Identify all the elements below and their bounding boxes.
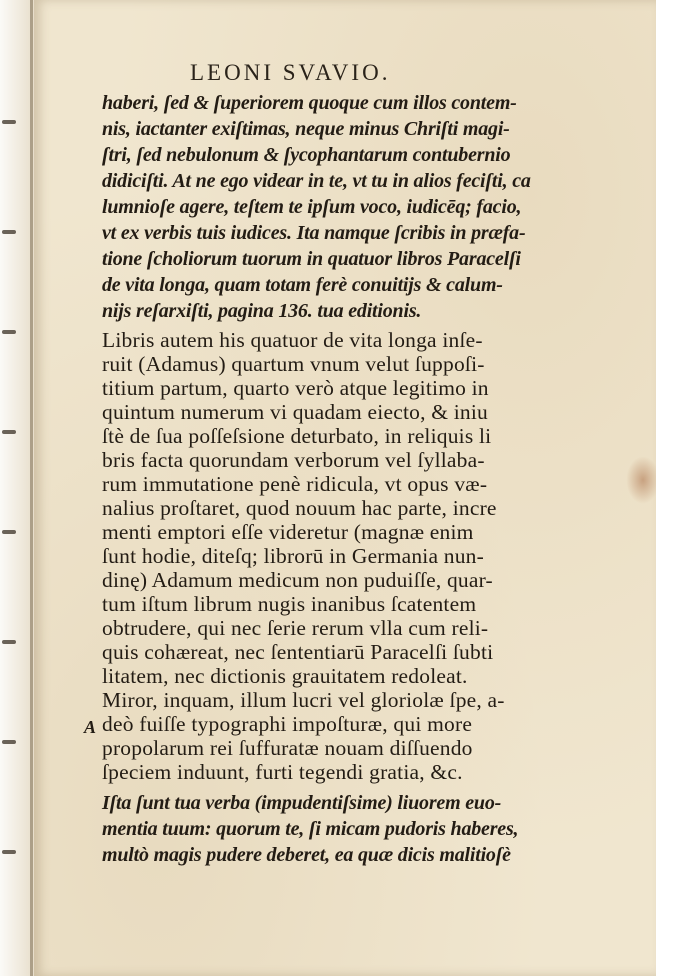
- text-line: menti emptori eſſe videretur (magnæ enim: [102, 520, 474, 544]
- text-line: bris facta quorundam verborum vel ſyllaba-: [102, 448, 485, 472]
- paper-stain: [626, 456, 660, 504]
- text-line: dinę) Adamum medicum non puduiſſe, quar-: [102, 568, 493, 592]
- text-line: tum iſtum librum nugis inanibus ſcatentem: [102, 592, 477, 616]
- text-line: ruit (Adamus) quartum vnum velut ſuppoſi-: [102, 352, 485, 376]
- text-line: propolarum rei ſuffuratæ nouam diſſuendo: [102, 736, 473, 760]
- text-line: vt ex verbis tuis iudices. Ita namque ſcribis in præfa-: [102, 222, 526, 244]
- binding-mark: [2, 330, 16, 334]
- text-line: nalius proſtaret, quod nouum hac parte, incre: [102, 496, 497, 520]
- text-line: litatem, nec dictionis grauitatem redoleat.: [102, 664, 468, 688]
- text-line: rum immutatione penè ridicula, vt opus væ-: [102, 472, 488, 496]
- text-line: ſtè de ſua poſſeſsione deturbato, in reliquis li: [102, 424, 492, 448]
- text-line: quis cohæreat, nec ſententiarū Paracelſi ſubti: [102, 640, 494, 664]
- page-margin: [656, 0, 690, 976]
- binding-mark: [2, 740, 16, 744]
- text-line: mentia tuum: quorum te, ſi micam pudoris haberes,: [102, 818, 519, 840]
- text-line: ſpeciem induunt, furti tegendi gratia, &c.: [102, 760, 463, 784]
- text-line: Iſta ſunt tua verba (impudentiſsime) liuorem euo-: [102, 792, 502, 814]
- running-head: LEONI SVAVIO.: [190, 60, 391, 85]
- text-line: de vita longa, quam totam ferè conuitijs & calum-: [102, 274, 503, 296]
- text-line: ſunt hodie, diteſq; librorū in Germania nun-: [102, 544, 484, 568]
- binding-mark: [2, 430, 16, 434]
- text-line: didiciſti. At ne ego videar in te, vt tu in alios feciſti, ca: [102, 170, 531, 192]
- text-line: quintum numerum vi quadam eiecto, & iniu: [102, 400, 488, 424]
- binding-gutter: [0, 0, 36, 976]
- binding-mark: [2, 230, 16, 234]
- text-line: nijs reſarxiſti, pagina 136. tua editionis.: [102, 300, 422, 322]
- text-line: Miror, inquam, illum lucri vel gloriolæ ſpe, a-: [102, 688, 505, 712]
- margin-annotation: A: [84, 717, 97, 737]
- binding-mark: [2, 530, 16, 534]
- text-line: ſtri, ſed nebulonum & ſycophantarum contubernio: [102, 144, 511, 166]
- binding-edge: [30, 0, 33, 976]
- binding-mark: [2, 640, 16, 644]
- binding-mark: [2, 850, 16, 854]
- text-line: titium partum, quarto verò atque legitimo in: [102, 376, 489, 400]
- text-line: obtrudere, qui nec ſerie rerum vlla cum reli-: [102, 616, 489, 640]
- binding-mark: [2, 120, 16, 124]
- text-line: deò fuiſſe typographi impoſturæ, qui more: [102, 712, 473, 736]
- text-line: haberi, ſed & ſuperiorem quoque cum illos contem-: [102, 92, 517, 114]
- text-line: Libris autem his quatuor de vita longa inſe-: [102, 328, 483, 352]
- text-line: multò magis pudere deberet, ea quæ dicis malitioſè: [102, 844, 511, 866]
- text-line: tione ſcholiorum tuorum in quatuor libros Paracelſi: [102, 248, 521, 270]
- text-line: lumnioſe agere, teſtem te ipſum voco, iudicēq; facio,: [102, 196, 522, 218]
- text-line: nis, iactanter exiſtimas, neque minus Chriſti magi-: [102, 118, 510, 140]
